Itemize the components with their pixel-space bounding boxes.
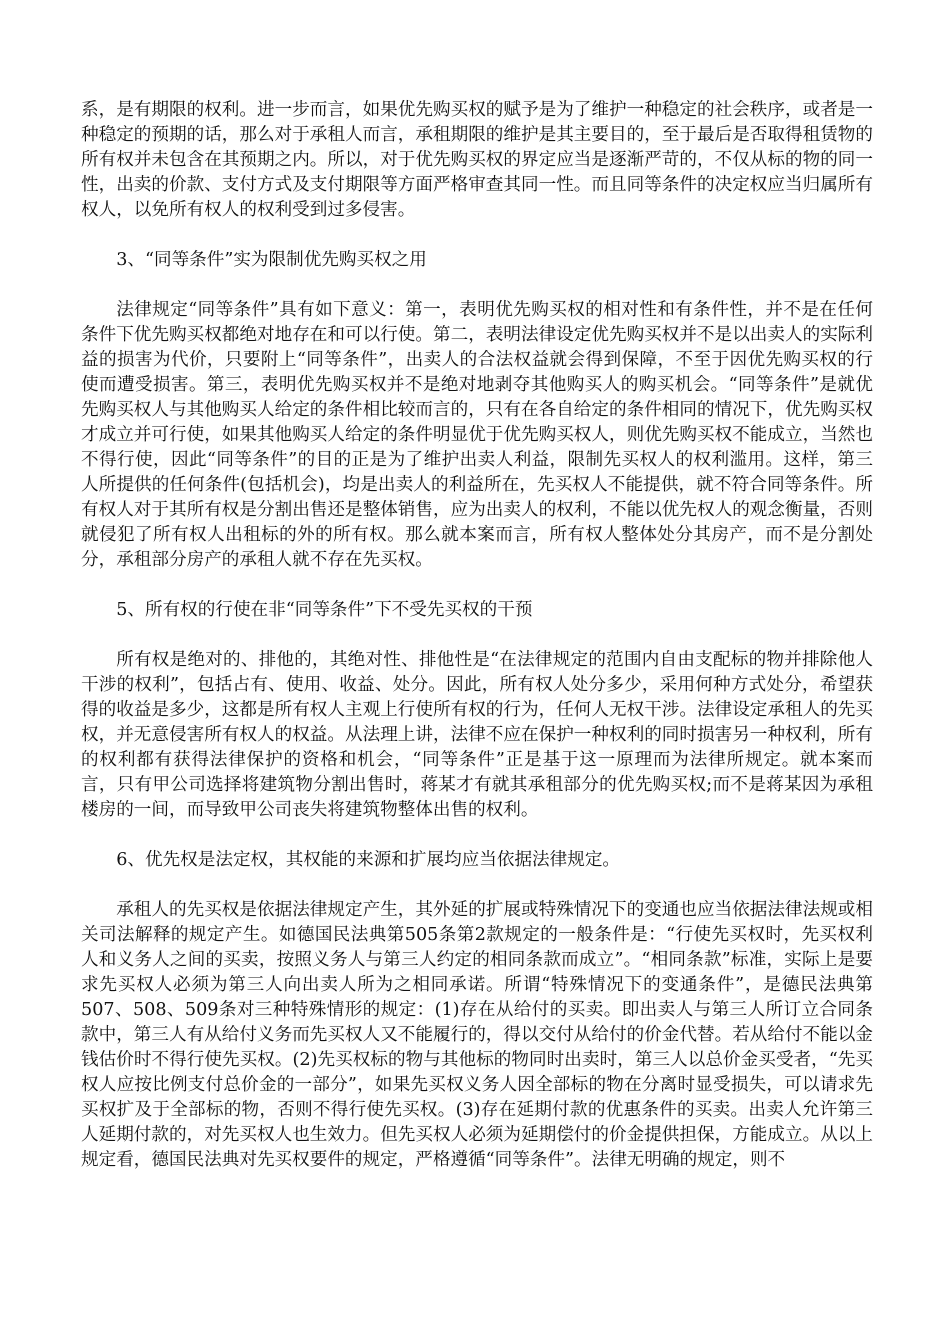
paragraph-continuation: 系，是有期限的权利。进一步而言，如果优先购买权的赋予是为了维护一种稳定的社会秩序，或者是一种稳定的预期的话，那么对于承租人而言，承租期限的维护是其主要目的，至于最后是否取得租赁物的所有权并未包含在其预期之内。所以，对于优先购买权的界定应当是逐渐严苛的，不仅从标的物的同一性，出卖的价款、支付方式及支付期限等方面严格审查其同一性。而且同等条件的决定权应当归属所有权人，以免所有权人的权利受到过多侵害。 bbox=[81, 100, 873, 220]
paragraph-same-conditions: 法律规定“同等条件”具有如下意义：第一，表明优先购买权的相对性和有条件性，并不是在任何条件下优先购买权都绝对地存在和可以行使。第二，表明法律设定优先购买权并不是以出卖人的实际利益的损害为代价，只要附上“同等条件”，出卖人的合法权益就会得到保障，不至于因优先购买权的行使而遭受损害。第三，表明优先购买权并不是绝对地剥夺其他购买人的购买机会。“同等条件”是就优先购买权人与其他购买人给定的条件相比较而言的，只有在各自给定的条件相同的情况下，优先购买权才成立并可行使，如果其他购买人给定的条件明显优于优先购买权人，则优先购买权不能成立，当然也不得行使，因此“同等条件”的目的正是为了维护出卖人利益，限制先买权人的权利滥用。这样，第三人所提供的任何条件(包括机会)，均是出卖人的利益所在，先买权人不能提供，就不符合同等条件。所有权人对于其所有权是分割出售还是整体销售，应为出卖人的权利，不能以优先权人的观念衡量，否则就侵犯了所有权人出租标的外的所有权。那么就本案而言，所有权人整体处分其房产，而不是分割处分，承租部分房产的承租人就不存在先买权。 bbox=[81, 300, 873, 570]
section-heading-3: 3、“同等条件”实为限制优先购买权之用 bbox=[116, 250, 427, 270]
paragraph-statutory-right: 承租人的先买权是依据法律规定产生，其外延的扩展或特殊情况下的变通也应当依据法律法规或相关司法解释的规定产生。如德国民法典第505条第2款规定的一般条件是：“行使先买权时，先买权利人和义务人之间的买卖，按照义务人与第三人约定的相同条款而成立”。“相同条款”标准，实际上是要求先买权人必须为第三人向出卖人所为之相同承诺。所谓“特殊情况下的变通条件”，是德民法典第507、508、509条对三种特殊情形的规定：(1)存在从给付的买卖。即出卖人与第三人所订立合同条款中，第三人有从给付义务而先买权人又不能履行的，得以交付从给付的价金代替。若从给付不能以金钱估价时不得行使先买权。(2)先买权标的物与其他标的物同时出卖时，第三人以总价金买受者，“先买权人应按比例支付总价金的一部分”，如果先买权义务人因全部标的物在分离时显受损失，可以请求先买权扩及于全部标的物，否则不得行使先买权。(3)存在延期付款的优惠条件的买卖。出卖人允许第三人延期付款的，对先买权人也生效力。但先买权人必须为延期偿付的价金提供担保，方能成立。从以上规定看，德国民法典对先买权要件的规定，严格遵循“同等条件”。法律无明确的规定，则不 bbox=[81, 900, 873, 1170]
document-page bbox=[81, 98, 873, 1173]
paragraph-ownership: 所有权是绝对的、排他的，其绝对性、排他性是“在法律规定的范围内自由支配标的物并排除他人干涉的权利”，包括占有、使用、收益、处分。因此，所有权人处分多少，采用何种方式处分，希望获得的收益是多少，这都是所有权人主观上行使所有权的行为，任何人无权干涉。法律设定承租人的先买权，并无意侵害所有权人的权益。从法理上讲，法律不应在保护一种权利的同时损害另一种权利，所有的权利都有获得法律保护的资格和机会，“同等条件”正是基于这一原理而为法律所规定。就本案而言，只有甲公司选择将建筑物分割出售时，蒋某才有就其承租部分的优先购买权;而不是蒋某因为承租楼房的一间，而导致甲公司丧失将建筑物整体出售的权利。 bbox=[81, 650, 873, 820]
section-heading-6: 6、优先权是法定权，其权能的来源和扩展均应当依据法律规定。 bbox=[116, 850, 621, 870]
section-heading-5: 5、所有权的行使在非“同等条件”下不受先买权的干预 bbox=[116, 600, 533, 620]
